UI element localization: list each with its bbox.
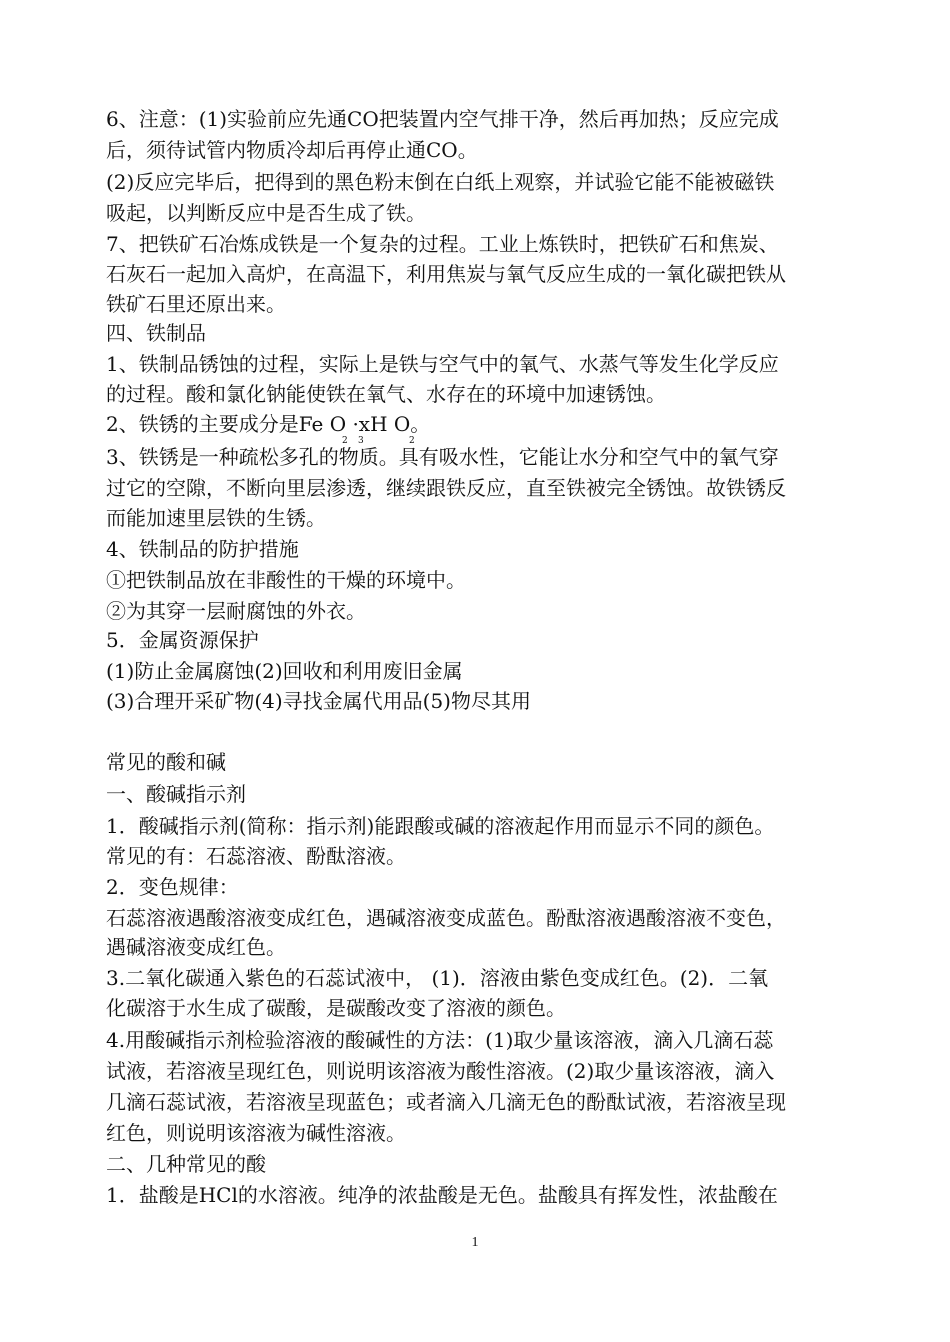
text-line: (1)防止金属腐蚀(2)回收和利用废旧金属 xyxy=(106,659,463,683)
text-line: 化碳溶于水生成了碳酸，是碳酸改变了溶液的颜色。 xyxy=(106,996,566,1020)
formula-subscript: 3 xyxy=(358,436,364,446)
text-line: 7、把铁矿石冶炼成铁是一个复杂的过程。工业上炼铁时，把铁矿石和焦炭、 xyxy=(106,232,779,256)
text-line: 的过程。酸和氯化钠能使铁在氧气、水存在的环境中加速锈蚀。 xyxy=(106,382,666,406)
text-line: 遇碱溶液变成红色。 xyxy=(106,935,286,959)
text-line: ①把铁制品放在非酸性的干燥的环境中。 xyxy=(106,568,466,592)
section-heading: 四、铁制品 xyxy=(106,321,206,345)
text-line: 3.二氧化碳通入紫色的石蕊试液中， (1)．溶液由紫色变成红色。(2)．二氧 xyxy=(106,966,769,990)
text-line: 2、铁锈的主要成分是Fe O ·xH O。 xyxy=(106,412,431,436)
text-line: 1．盐酸是HCl的水溶液。纯净的浓盐酸是无色。盐酸具有挥发性，浓盐酸在 xyxy=(106,1183,778,1207)
text-line: 而能加速里层铁的生锈。 xyxy=(106,506,326,530)
text-line: (3)合理开采矿物(4)寻找金属代用品(5)物尽其用 xyxy=(106,689,531,713)
page-number: 1 xyxy=(471,1235,479,1250)
text-line: 6、注意：(1)实验前应先通CO把装置内空气排干净，然后再加热；反应完成 xyxy=(106,107,779,131)
text-line: 常见的有：石蕊溶液、酚酞溶液。 xyxy=(106,844,406,868)
text-line: 后，须待试管内物质冷却后再停止通CO。 xyxy=(106,138,478,162)
section-heading: 二、几种常见的酸 xyxy=(106,1152,266,1176)
text-line: 3、铁锈是一种疏松多孔的物质。具有吸水性，它能让水分和空气中的氧气穿 xyxy=(106,445,779,469)
text-line: 试液，若溶液呈现红色，则说明该溶液为酸性溶液。(2)取少量该溶液，滴入 xyxy=(106,1059,775,1083)
text-line: 1、铁制品锈蚀的过程，实际上是铁与空气中的氧气、水蒸气等发生化学反应 xyxy=(106,352,779,376)
text-line: 石灰石一起加入高炉，在高温下，利用焦炭与氧气反应生成的一氧化碳把铁从 xyxy=(106,262,786,286)
text-line: 5．金属资源保护 xyxy=(106,628,259,652)
text-line: 过它的空隙，不断向里层渗透，继续跟铁反应，直至铁被完全锈蚀。故铁锈反 xyxy=(106,476,786,500)
text-line: 2．变色规律： xyxy=(106,875,239,899)
text-line: 红色，则说明该溶液为碱性溶液。 xyxy=(106,1121,406,1145)
text-line: (2)反应完毕后，把得到的黑色粉末倒在白纸上观察，并试验它能不能被磁铁 xyxy=(106,170,775,194)
formula-subscript: 2 xyxy=(342,436,348,446)
section-heading: 一、酸碱指示剂 xyxy=(106,782,246,806)
text-line: 吸起，以判断反应中是否生成了铁。 xyxy=(106,201,426,225)
section-title: 常见的酸和碱 xyxy=(106,750,226,774)
text-line: 铁矿石里还原出来。 xyxy=(106,292,286,316)
text-line: 4.用酸碱指示剂检验溶液的酸碱性的方法：(1)取少量该溶液，滴入几滴石蕊 xyxy=(106,1028,774,1052)
text-line: 4、铁制品的防护措施 xyxy=(106,537,299,561)
text-line: 几滴石蕊试液，若溶液呈现蓝色；或者滴入几滴无色的酚酞试液，若溶液呈现 xyxy=(106,1090,786,1114)
text-line: 石蕊溶液遇酸溶液变成红色，遇碱溶液变成蓝色。酚酞溶液遇酸溶液不变色， xyxy=(106,906,786,930)
formula-subscript: 2 xyxy=(409,436,415,446)
text-line: ②为其穿一层耐腐蚀的外衣。 xyxy=(106,599,366,623)
text-line: 1．酸碱指示剂(简称：指示剂)能跟酸或碱的溶液起作用而显示不同的颜色。 xyxy=(106,814,775,838)
